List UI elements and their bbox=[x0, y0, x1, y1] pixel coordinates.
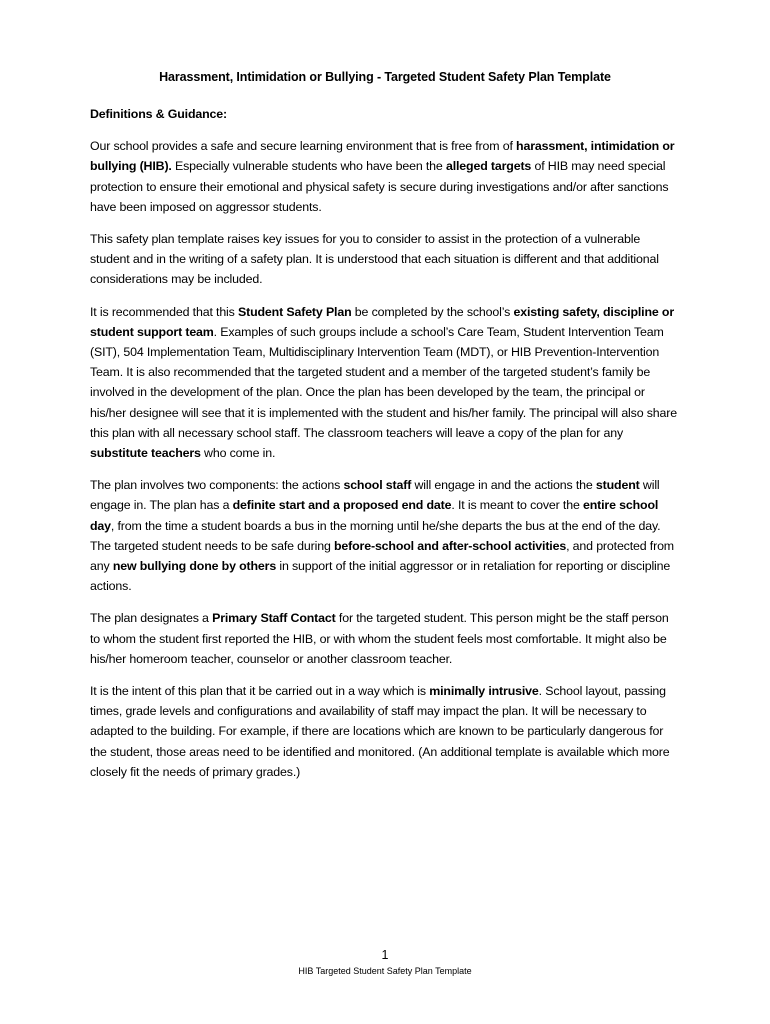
paragraph-minimally-intrusive bbox=[90, 681, 680, 782]
text-run: , from the time a student boards a bus in the morning until he/she departs the bus at the end of the day. The targeted student needs to be safe during bbox=[90, 518, 661, 553]
bold-run: Student Safety Plan bbox=[238, 304, 352, 319]
document-title: Harassment, Intimidation or Bullying - Targeted Student Safety Plan Template bbox=[159, 70, 611, 84]
text-run: be completed by the school’s bbox=[351, 304, 514, 319]
page-footer: HIB Targeted Student Safety Plan Template bbox=[298, 966, 472, 976]
text-run: Especially vulnerable students who have been the bbox=[171, 159, 446, 174]
text-run: of HIB may need special protection to ensure their emotional and physical safety is secure during investigations and/or after sanctions have been imposed on aggressor students. bbox=[90, 159, 669, 214]
bold-run: substitute teachers bbox=[90, 446, 201, 461]
bold-run: student bbox=[595, 478, 640, 493]
bold-run: entire school day bbox=[90, 498, 659, 533]
text-run: Our school provides a safe and secure learning environment that is free from of bbox=[90, 139, 517, 154]
paragraph-intro bbox=[90, 136, 680, 217]
bold-run: new bullying done by others bbox=[112, 559, 277, 574]
page-number: 1 bbox=[381, 948, 389, 962]
paragraph-team-recommendation bbox=[90, 302, 680, 464]
text-run: It is the intent of this plan that it be carried out in a way which is bbox=[90, 684, 430, 699]
text-run: will engage in and the actions the bbox=[411, 478, 596, 493]
bold-run: minimally intrusive bbox=[429, 684, 539, 699]
paragraph-plan-components bbox=[90, 475, 680, 596]
bold-run: school staff bbox=[343, 478, 412, 493]
bold-run: existing safety, discipline or student support team bbox=[90, 304, 675, 339]
bold-run: before-school and after-school activities bbox=[334, 538, 567, 553]
text-run: will engage in. The plan has a bbox=[90, 478, 660, 513]
paragraph-primary-contact bbox=[90, 608, 680, 669]
text-run: . Examples of such groups include a school’s Care Team, Student Intervention Team (SIT), 504 Implementation Team, Multidisciplinary Intervention Team (MDT), or HIB Prevention-Intervention Team. It is also recommended that the targeted student and a member of the targeted student’s family be involved in the development of the plan. Once the plan has been developed by the team, the principal or his/her designee will see that it is implemented with the student and his/her family. The principal will also share this plan with all necessary school staff. The classroom teachers will leave a copy of the plan for any bbox=[90, 324, 677, 440]
text-run: in support of the initial aggressor or in retaliation for reporting or discipline actions. bbox=[90, 559, 671, 594]
text-run: , and protected from any bbox=[90, 538, 674, 574]
document-body bbox=[90, 104, 680, 794]
bold-run: Primary Staff Contact bbox=[212, 611, 336, 626]
text-run: who come in. bbox=[200, 446, 276, 461]
text-run: . It is meant to cover the bbox=[451, 498, 583, 513]
bold-run: definite start and a proposed end date bbox=[232, 498, 452, 513]
text-run: The plan designates a bbox=[90, 611, 213, 626]
text-run: The plan involves two components: the actions bbox=[90, 478, 344, 493]
bold-run: harassment, intimidation or bullying (HIB). bbox=[90, 139, 675, 174]
section-heading: Definitions & Guidance: bbox=[90, 107, 227, 121]
paragraph-template-purpose: This safety plan template raises key issues for you to consider to assist in the protection of a vulnerable student and in the writing of a safety plan. It is understood that each situation is different and that additional considerations may be included. bbox=[90, 232, 659, 287]
text-run: It is recommended that this bbox=[90, 304, 238, 319]
text-run: for the targeted student. This person might be the staff person to whom the student first reported the HIB, or with whom the student feels most comfortable. It might also be his/her homeroom teacher, counselor or another classroom teacher. bbox=[90, 611, 669, 666]
bold-run: alleged targets bbox=[445, 159, 532, 174]
text-run: . School layout, passing times, grade levels and configurations and availability of staff may impact the plan. It will be necessary to adapted to the building. For example, if there are locations which are known to be particularly dangerous for the student, those areas need to be identified and monitored. (An additional template is available which more closely fit the needs of primary grades.) bbox=[90, 684, 670, 779]
